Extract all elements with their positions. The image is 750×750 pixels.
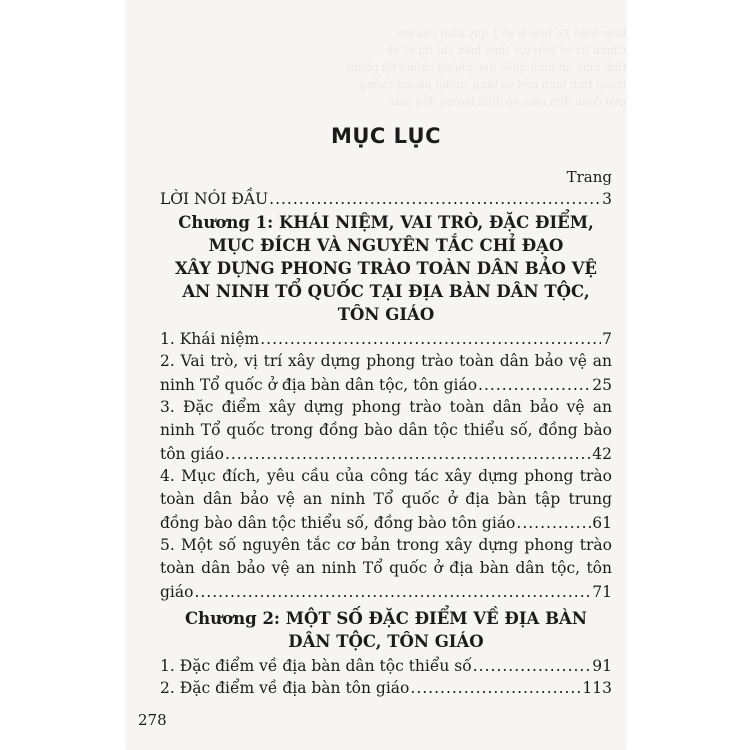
chapter-heading-line: TÔN GIÁO [337, 305, 435, 324]
dot-leader [225, 443, 591, 465]
dot-leader [410, 677, 581, 699]
toc-entry-label: đồng bào dân tộc thiểu số, đồng bào tôn giáo [160, 513, 516, 532]
toc-entry-label: giáo [160, 582, 194, 601]
toc-entry-preface[interactable] [160, 188, 612, 210]
toc-entry-label: LỜI NÓI ĐẦU [160, 190, 269, 208]
toc-entry-page: 113 [582, 678, 612, 697]
chapter-heading-line: DÂN TỘC, TÔN GIÁO [288, 631, 484, 651]
toc-list [160, 188, 612, 699]
toc-entry-line: 4. Mục đích, yêu cầu của công tác xây dựng phong trào [160, 466, 612, 485]
dot-leader [516, 512, 591, 534]
dot-leader [260, 328, 601, 350]
toc-entry[interactable] [160, 465, 612, 534]
toc-title: MỤC LỤC [330, 124, 442, 148]
chapter-heading-line: MỤC ĐÍCH VÀ NGUYÊN TẮC CHỈ ĐẠO [208, 236, 564, 255]
toc-entry-last-line [160, 374, 612, 396]
toc-entry-last-line [160, 581, 612, 603]
chapter-2-heading[interactable] [160, 607, 612, 653]
toc-entry-line: 3. Đặc điểm xây dựng phong trào toàn dân bảo vệ an [160, 397, 612, 416]
dot-leader [269, 188, 601, 210]
toc-entry-page: 91 [592, 656, 612, 675]
toc-entry-line: 2. Vai trò, vị trí xây dựng phong trào toàn dân bảo vệ an [160, 352, 612, 370]
page-number: 278 [138, 711, 167, 729]
toc-entry[interactable] [160, 677, 612, 699]
book-page [126, 0, 626, 750]
toc-entry-label: tôn giáo [160, 444, 224, 463]
toc-entry-label: 1. Đặc điểm về địa bàn dân tộc thiểu số [160, 656, 472, 675]
toc-entry-line: ninh Tổ quốc trong đồng bào dân tộc thiểu số, đồng bào [160, 421, 612, 439]
toc-entry-line: toàn dân bảo vệ an ninh Tổ quốc ở địa bàn tập trung [160, 490, 612, 508]
toc-entry-page: 7 [602, 330, 612, 348]
toc-entry[interactable] [160, 328, 612, 350]
toc-entry-line: toàn dân bảo vệ an ninh Tổ quốc ở địa bàn dân tộc, tôn [160, 559, 612, 577]
toc-entry-page: 25 [592, 375, 612, 394]
toc-entry[interactable] [160, 655, 612, 677]
toc-entry[interactable] [160, 396, 612, 465]
dot-leader [473, 655, 592, 677]
toc-entry-label: 1. Khái niệm [160, 330, 260, 348]
chapter-heading-line: Chương 1: KHÁI NIỆM, VAI TRÒ, ĐẶC ĐIỂM, [178, 213, 594, 232]
toc-entry-page: 71 [592, 582, 612, 601]
toc-entry[interactable] [160, 350, 612, 396]
page-column-label: Trang [566, 168, 612, 186]
toc-entry-page: 3 [602, 190, 612, 208]
chapter-heading-line: AN NINH TỔ QUỐC TẠI ĐỊA BÀN DÂN TỘC, [182, 282, 590, 301]
toc-entry[interactable] [160, 534, 612, 603]
chapter-heading-line: Chương 2: MỘT SỐ ĐẶC ĐIỂM VỀ ĐỊA BÀN [185, 608, 587, 628]
chapter-heading-line: XÂY DỰNG PHONG TRÀO TOÀN DÂN BẢO VỆ [175, 259, 597, 278]
chapter-1-heading[interactable] [160, 211, 612, 326]
toc-entry-line: 5. Một số nguyên tắc cơ bản trong xây dựng phong trào [160, 535, 612, 554]
toc-entry-page: 61 [592, 513, 612, 532]
toc-entry-page: 42 [592, 444, 612, 463]
bleed-through-text: thực hiện Kế hoạch số 1 quý năm của Bộ Chính trị về tiếp tục thực hiện chỉ thị số về tình hình an ninh quốc gia, phòng chống tội phạm trong tình hình mới và tăng cường phòng chống giai đoạn đến năm và định hướng đến năm [346, 27, 626, 108]
toc-entry-label: ninh Tổ quốc ở địa bàn dân tộc, tôn giáo [160, 375, 478, 394]
dot-leader [478, 374, 591, 396]
toc-entry-last-line [160, 512, 612, 534]
toc-entry-last-line [160, 443, 612, 465]
toc-entry-label: 2. Đặc điểm về địa bàn tôn giáo [160, 678, 410, 697]
dot-leader [194, 581, 591, 603]
